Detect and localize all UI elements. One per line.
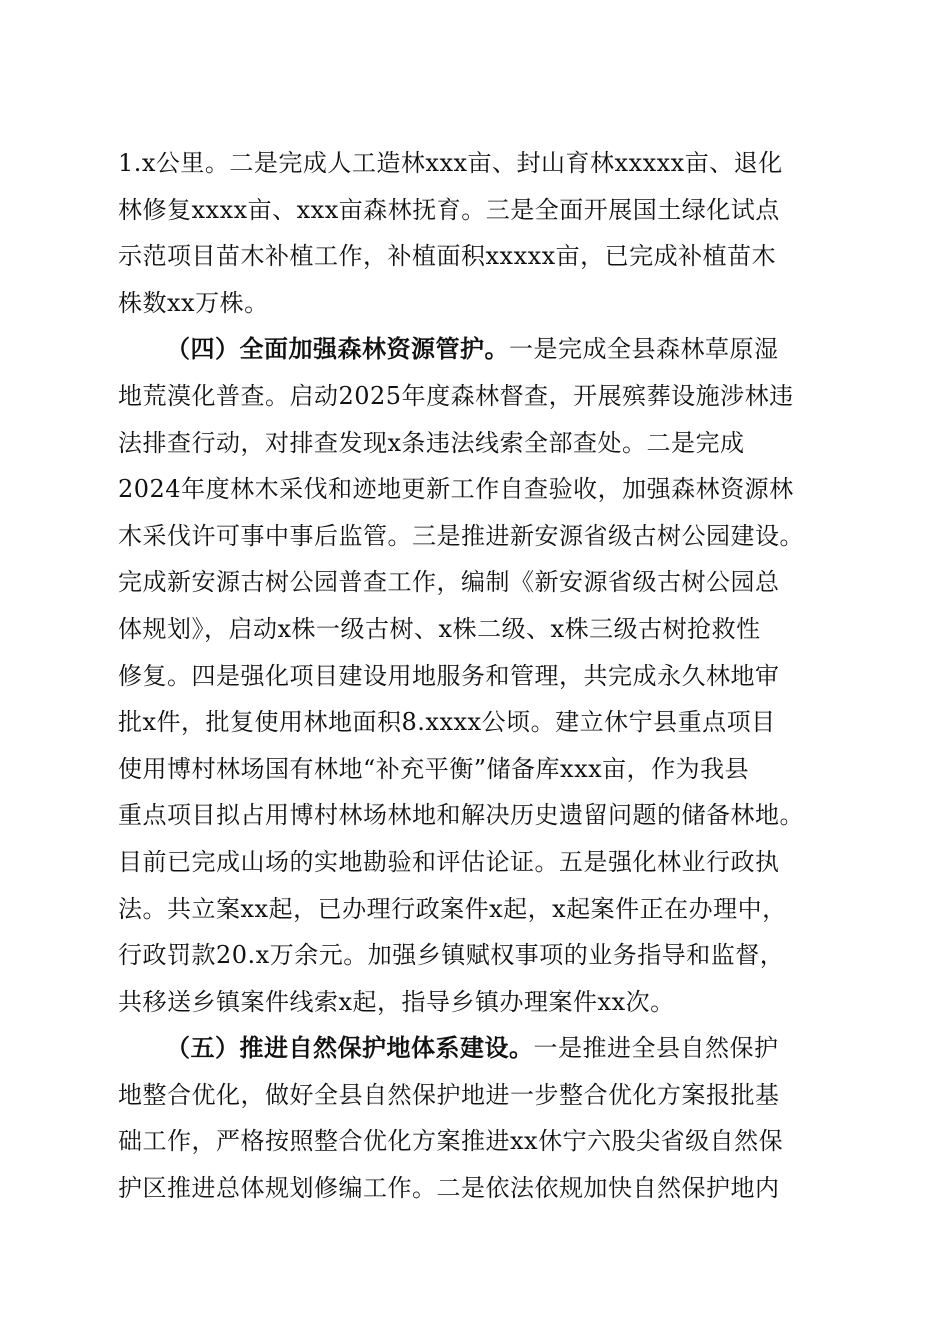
body-line: 木采伐许可事中事后监管。三是推进新安源省级古树公园建设。 <box>118 521 804 550</box>
body-line: 批x件，批复使用林地面积8.xxxx公顷。建立休宁县重点项目 <box>118 708 776 737</box>
body-line: 共移送乡镇案件线索x起，指导乡镇办理案件xx次。 <box>118 987 675 1016</box>
section-heading-four: （四）全面加强森林资源管护。 <box>166 334 509 364</box>
section-five-first-line <box>118 1025 838 1072</box>
body-line: 2024年度林木采伐和迹地更新工作自查验收，加强森林资源林 <box>118 475 794 504</box>
body-line: 体规划》，启动x株一级古树、x株二级、x株三级古树抢救性 <box>118 614 761 643</box>
section-four-first-line <box>118 326 838 373</box>
body-line: 行政罚款20.x万余元。加强乡镇赋权事项的业务指导和监督， <box>118 941 785 970</box>
body-line: 目前已完成山场的实地勘验和评估论证。五是强化林业行政执 <box>118 847 780 876</box>
section-five-lead-text: 一是推进全县自然保护 <box>533 1034 779 1063</box>
body-line: 法排查行动，对排查发现x条违法线索全部查处。二是完成 <box>118 428 745 457</box>
section-heading-five: （五）推进自然保护地体系建设。 <box>166 1033 534 1063</box>
body-line: 础工作，严格按照整合优化方案推进xx休宁六股尖省级自然保 <box>118 1127 784 1156</box>
body-line: 地整合优化，做好全县自然保护地进一步整合优化方案报批基 <box>118 1080 780 1109</box>
body-line: 重点项目拟占用博村林场林地和解决历史遗留问题的储备林地。 <box>118 801 804 830</box>
body-line: 株数xx万株。 <box>118 288 269 317</box>
body-line: 法。共立案xx起，已办理行政案件x起，x起案件正在办理中， <box>118 894 787 923</box>
body-line: 林修复xxxx亩、xxx亩森林抚育。三是全面开展国土绿化试点 <box>118 195 780 224</box>
body-line: 示范项目苗木补植工作，补植面积xxxxx亩，已完成补植苗木 <box>118 242 777 271</box>
body-line: 使用博村林场国有林地“补充平衡”储备库xxx亩，作为我县 <box>118 754 750 783</box>
body-line: 完成新安源古树公园普查工作，编制《新安源省级古树公园总 <box>118 568 780 597</box>
body-line: 护区推进总体规划修编工作。二是依法依规加快自然保护地内 <box>118 1174 780 1203</box>
body-line: 1.x公里。二是完成人工造林xxx亩、封山育林xxxxx亩、退化 <box>118 149 783 177</box>
section-four-lead-text: 一是完成全县森林草原湿 <box>509 335 779 364</box>
body-line: 修复。四是强化项目建设用地服务和管理，共完成永久林地审 <box>118 661 780 690</box>
document-body <box>118 140 838 1212</box>
body-line: 地荒漠化普查。启动2025年度森林督查，开展殡葬设施涉林违 <box>118 381 794 410</box>
